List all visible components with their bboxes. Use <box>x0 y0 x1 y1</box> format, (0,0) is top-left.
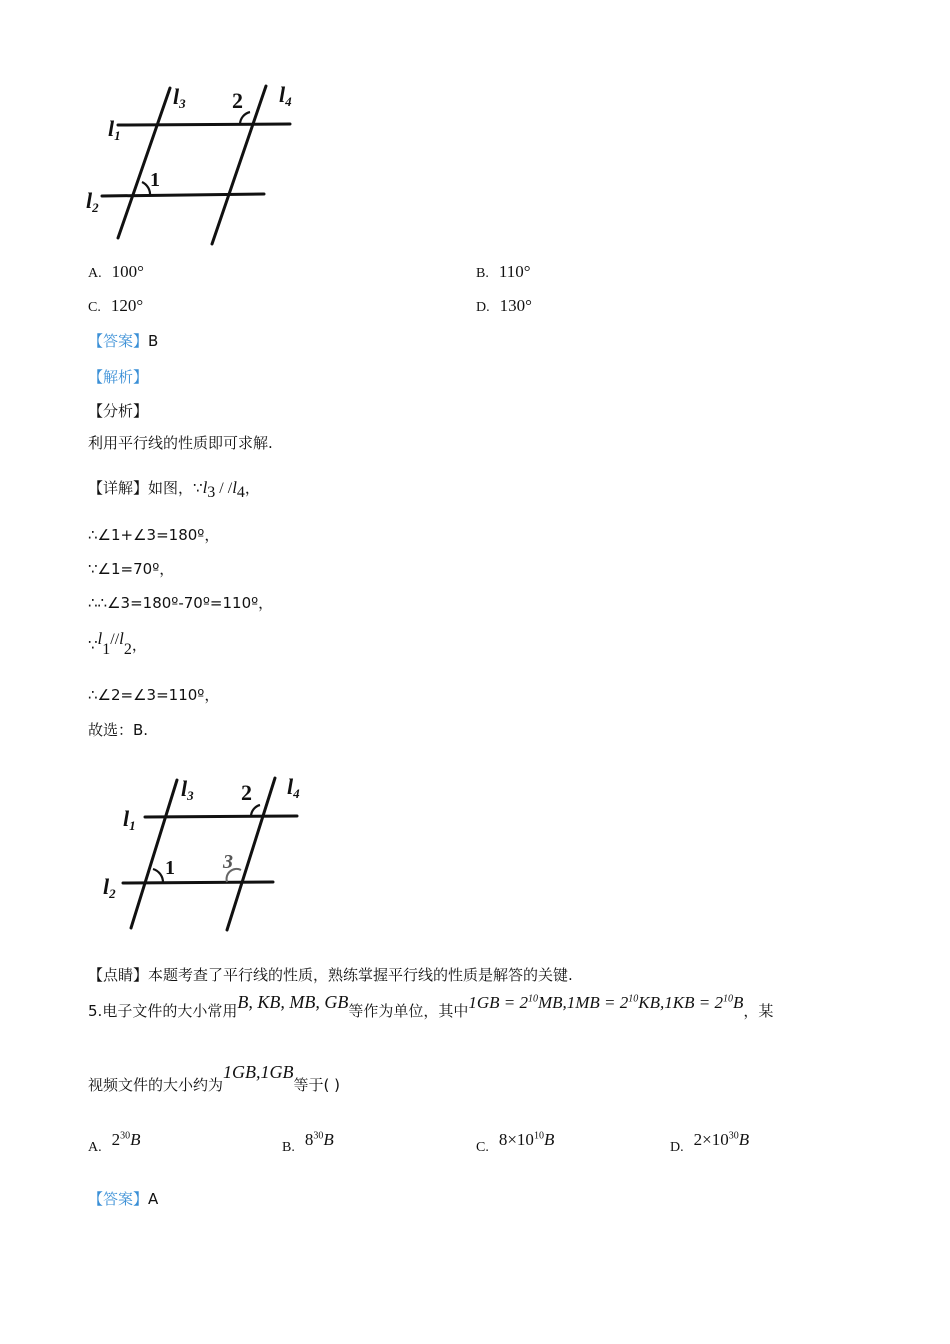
label-angle-1: 1 <box>150 169 160 191</box>
line-l3 <box>118 88 170 238</box>
q4-step-4: $\because l_1//l_2$， <box>88 629 147 658</box>
q5-stem-line-1: 5.电子文件的大小常用B, KB, MB, GB等作为单位，其中$1GB = 2^{10}MB,1MB = 2^{10}KB,1KB = 2^{10}B$，某 <box>88 992 774 1020</box>
q5-answer: 【答案】A <box>88 1190 159 1208</box>
q4-step-5: ∴∠2=∠3=110º， <box>88 686 220 704</box>
q4-fenxi-text: 利用平行线的性质即可求解. <box>88 434 273 452</box>
q4-dianjing: 【点睛】本题考查了平行线的性质，熟练掌握平行线的性质是解答的关键. <box>88 966 573 984</box>
q4-step-2: ∵∠1=70º， <box>88 560 175 578</box>
line-l1 <box>145 816 297 817</box>
line-l3 <box>131 780 177 928</box>
q4-option-a[interactable]: A. 100° <box>88 262 144 281</box>
line-l2 <box>102 194 264 196</box>
q4-fenxi-tag: 【分析】 <box>88 402 149 420</box>
label-l1: l1 <box>123 806 136 833</box>
label-l2: l2 <box>86 188 99 215</box>
q4-step-3: ∴∴∠3=180º-70º=110º， <box>88 594 274 612</box>
q4-option-c[interactable]: C. 120° <box>88 296 144 315</box>
q4-conclusion: 故选：B. <box>88 721 149 739</box>
q4-answer: 【答案】B <box>88 332 159 350</box>
q4-option-d[interactable]: D. 130° <box>476 296 532 315</box>
label-angle-2: 2 <box>232 88 243 113</box>
label-l1: l1 <box>108 116 121 143</box>
q4-detail-line: 【详解】如图，$\because l_3 / /l_4$， <box>88 478 260 501</box>
label-l3: l3 <box>173 84 186 111</box>
q5-stem-line-2: 视频文件的大小约为1GB,1GB等于( ) <box>88 1062 340 1094</box>
parallel-lines-figure-2 <box>95 770 325 940</box>
label-angle-2: 2 <box>241 780 252 805</box>
q4-analysis-tag: 【解析】 <box>88 368 149 386</box>
angle-1-arc <box>142 182 150 196</box>
angle-2-arc <box>240 112 250 124</box>
q4-option-b[interactable]: B. 110° <box>476 262 531 281</box>
parallel-lines-figure-1 <box>80 78 310 253</box>
q5-option-d[interactable]: D. $2\times 10^{30}B$ <box>670 1130 750 1155</box>
angle-1-arc <box>153 869 163 883</box>
label-l4: l4 <box>279 82 292 109</box>
q5-option-c[interactable]: C. $8\times 10^{10}B$ <box>476 1130 555 1155</box>
label-l3: l3 <box>181 776 194 803</box>
q5-option-b[interactable]: B. $8^{30}B$ <box>282 1130 334 1155</box>
label-angle-1: 1 <box>165 857 175 879</box>
q4-step-1: ∴∠1+∠3=180º， <box>88 526 220 544</box>
label-l4: l4 <box>287 774 300 801</box>
line-l1 <box>118 124 290 125</box>
q5-option-a[interactable]: A. $2^{30}B$ <box>88 1130 141 1155</box>
label-angle-3: 3 <box>223 851 233 873</box>
label-l2: l2 <box>103 874 116 901</box>
angle-2-arc <box>251 805 260 816</box>
